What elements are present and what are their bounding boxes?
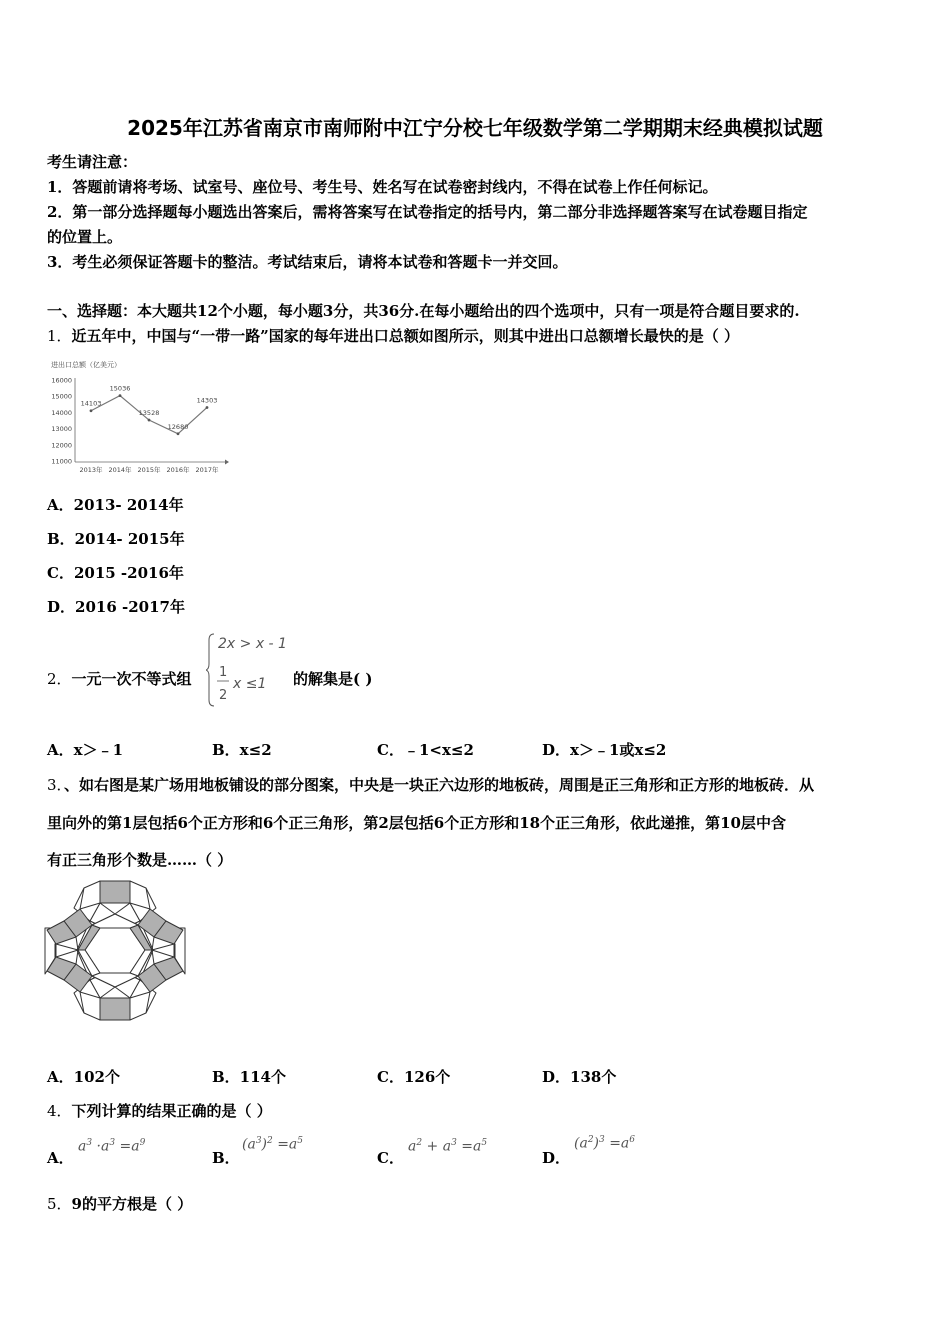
q2 <box>47 668 192 689</box>
chart-title: 进出口总额（亿美元） <box>51 361 121 369</box>
data-point <box>177 432 180 435</box>
y-tick-label: 11000 <box>51 457 72 466</box>
q4 <box>47 1100 272 1121</box>
q1-text: 近五年中，中国与“一带一路”国家的每年进出口总额如图所示，则其中进出口总额增长最快的是（ ） <box>71 327 740 345</box>
q3-line-3: 有正三角形个数是……（ ） <box>47 851 233 869</box>
section-heading: 一、选择题：本大题共12个小题，每小题3分，共36分.在每小题给出的四个选项中，只有一项是符合题目要求的. <box>47 302 800 320</box>
q4-option-d-label[interactable]: D． <box>542 1149 571 1167</box>
q4-number: 4． <box>47 1102 72 1120</box>
q1-option-b[interactable]: B．2014- 2015年 <box>47 530 185 548</box>
q4-option-b-formula: $(a^3)^2 =a^5$ <box>242 1136 304 1153</box>
y-tick-label: 12000 <box>51 441 72 450</box>
q1-option-a[interactable]: A．2013- 2014年 <box>47 496 184 514</box>
q4-option-a-formula: $a^3 \cdot a^3 =a^9$ <box>78 1138 146 1155</box>
y-tick-label: 15000 <box>51 392 72 401</box>
inequality-1: 2x > x - 1 <box>218 636 287 652</box>
q3-option-d[interactable]: D．138个 <box>542 1068 617 1086</box>
data-point <box>206 406 209 409</box>
x-tick-label: 2017年 <box>195 466 219 474</box>
q3-line-1: 3．、如右图是某广场用地板铺设的部分图案，中央是一块正六边形的地板砖，周围是正三角形和正方形的地板砖．从 <box>47 776 815 794</box>
x-tick-label: 2016年 <box>166 466 190 474</box>
notice-item-3: 3．考生必须保证答题卡的整洁。考试结束后，请将本试卷和答题卡一并交回。 <box>47 253 568 271</box>
page-title: 2025年江苏省南京市南师附中江宁分校七年级数学第二学期期末经典模拟试题 <box>127 116 823 140</box>
q5-number: 5． <box>47 1195 72 1213</box>
x-tick-label: 2015年 <box>137 466 161 474</box>
x-axis-arrow <box>225 460 229 465</box>
left-brace <box>206 634 214 706</box>
q3-number: 3． <box>47 776 65 794</box>
data-label: 12680 <box>167 422 189 431</box>
q2-option-b[interactable]: B．x≤2 <box>212 741 272 759</box>
q3-tiling-figure <box>44 878 186 1023</box>
notice-item-2a: 2．第一部分选择题每小题选出答案后，需将答案写在试卷指定的括号内，第二部分非选择题答案写在试卷题目指定 <box>47 203 808 221</box>
data-label: 14103 <box>80 399 102 408</box>
q2-text: 一元一次不等式组 <box>71 670 192 688</box>
notice-item-2b: 的位置上。 <box>47 228 123 246</box>
x-tick-label: 2014年 <box>108 466 132 474</box>
q2-option-c[interactable]: C．﹣1<x≤2 <box>377 741 474 759</box>
q1-option-c[interactable]: C．2015 -2016年 <box>47 564 184 582</box>
q3-option-c[interactable]: C．126个 <box>377 1068 451 1086</box>
q1-line-chart <box>45 354 230 478</box>
data-label: 15036 <box>109 384 131 393</box>
notice-item-1: 1．答题前请将考场、试室号、座位号、考生号、姓名写在试卷密封线内，不得在试卷上作任何标记。 <box>47 178 718 196</box>
q4-option-a-label[interactable]: A． <box>47 1149 74 1167</box>
notice-heading: 考生请注意： <box>47 153 138 171</box>
y-tick-label: 14000 <box>51 408 72 417</box>
fraction-denominator: 2 <box>219 688 228 703</box>
y-tick-label: 13000 <box>51 425 72 434</box>
q1-option-d[interactable]: D．2016 -2017年 <box>47 598 185 616</box>
q2-option-a[interactable]: A．x＞﹣1 <box>47 741 124 759</box>
q4-option-c-label[interactable]: C． <box>377 1149 404 1167</box>
y-tick-label: 16000 <box>51 376 72 385</box>
q4-option-d-formula: $(a^2)^3 =a^6$ <box>574 1135 636 1152</box>
q5 <box>47 1193 192 1214</box>
data-label: 13528 <box>138 409 160 418</box>
q1-number: 1． <box>47 327 72 345</box>
inequality-2: x ≤1 <box>233 676 267 692</box>
q3-line-2: 里向外的第1层包括6个正方形和6个正三角形，第2层包括6个正方形和18个正三角形，依此递推，第10层中含 <box>47 814 786 832</box>
q2-option-d[interactable]: D．x＞﹣1或x≤2 <box>542 741 667 759</box>
q3-option-a[interactable]: A．102个 <box>47 1068 120 1086</box>
data-point <box>90 409 93 412</box>
q4-text: 下列计算的结果正确的是（ ） <box>71 1102 272 1120</box>
q1 <box>47 325 739 346</box>
data-point <box>148 419 151 422</box>
data-label: 14303 <box>196 396 218 405</box>
q3-option-b[interactable]: B．114个 <box>212 1068 286 1086</box>
q4-option-b-label[interactable]: B． <box>212 1149 240 1167</box>
q4-option-c-formula: $a^2 + a^3 =a^5$ <box>408 1138 488 1155</box>
fraction-numerator: 1 <box>219 665 228 680</box>
data-point <box>119 394 122 397</box>
x-tick-label: 2013年 <box>79 466 103 474</box>
q2-number: 2． <box>47 670 72 688</box>
q5-text: 9的平方根是（ ） <box>71 1195 193 1213</box>
q2-tail: 的解集是( ) <box>293 670 373 688</box>
q2-inequality-system <box>206 628 296 712</box>
